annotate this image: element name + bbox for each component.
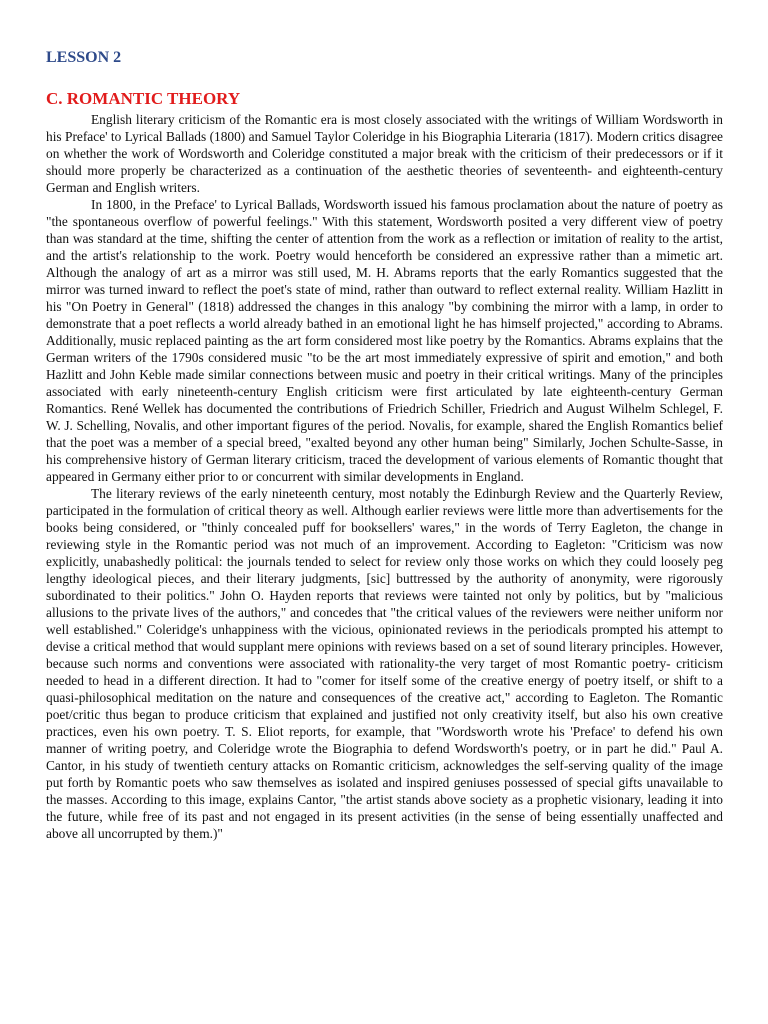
paragraph-literary-reviews: The literary reviews of the early nineteenth century, most notably the Edinburgh Review and the Quarterly Review, participated in the formulation of critical theory as well. Although earlier reviews were little more than advertisements for the books being considered, or "thinly concealed puff for booksellers' wares," in the words of Terry Eagleton, the change in reviewing style in the Romantic period was not much of an improvement. According to Eagleton: "Criticism was now explicitly, unabashedly political: the journals tended to select for review only those works on which they could loosely peg lengthy ideological pieces, and their literary judgments, [sic] buttressed by the authority of anonymity, were rigorously subordinated to their politics." John O. Hayden reports that reviews were tainted not only by politics, but by "malicious allusions to the private lives of the authors," and concedes that "the critical values of the reviewers were neither uniform nor well established." Coleridge's unhappiness with the vicious, opinionated reviews in the periodicals prompted his attempt to devise a critical method that would supplant mere opinions with reviews based on a set of sound literary principles. However, because such norms and conventions were associated with rationality-the very target of most Romantic poetry- criticism needed to head in a different direction. It had to "comer for itself some of the creative energy of poetry itself, or shift to a quasi-philosophical meditation on the nature and consequences of the creative act," according to Eagleton. The Romantic poet/critic thus began to produce criticism that explained and justified not only creativity itself, but also his own creative practices, even his own poetry. T. S. Eliot reports, for example, that "Wordsworth wrote his 'Preface' to defend his own manner of writing poetry, and Coleridge wrote the Biographia to defend Wordsworth's poetry, or in part he did." Paul A. Cantor, in his study of twentieth century attacks on Romantic criticism, acknowledges the self-serving quality of the image put forth by Romantic poets who saw themselves as isolated and inspired geniuses possessed of special gifts unavailable to the masses. According to this image, explains Cantor, "the artist stands above society as a prophetic visionary, leading it into the future, while free of its past and not engaged in its present activities (in the sense of being essentially unaffected and above all uncorrupted by them.)": [46, 486, 723, 841]
section-title: C. ROMANTIC THEORY: [46, 89, 241, 108]
paragraph-intro: English literary criticism of the Romantic era is most closely associated with the writings of William Wordsworth in his Preface' to Lyrical Ballads (1800) and Samuel Taylor Coleridge in his Biographia Literaria (1817). Modern critics disagree on whether the work of Wordsworth and Coleridge constituted a major break with the criticism of their predecessors or if it should more properly be characterized as a continuation of the aesthetic theories of seventeenth- and eighteenth-century German and English writers.: [46, 112, 723, 195]
paragraph-wordsworth-preface: In 1800, in the Preface' to Lyrical Ballads, Wordsworth issued his famous proclamation about the nature of poetry as "the spontaneous overflow of powerful feelings." With this statement, Wordsworth posited a very different view of poetry than was standard at the time, shifting the center of attention from the work as a reflection or imitation of reality to the artist, and the artist's relationship to the work. Poetry would henceforth be considered an expressive rather than a mimetic art. Although the analogy of art as a mirror was still used, M. H. Abrams reports that the early Romantics suggested that the mirror was turned inward to reflect the poet's state of mind, rather than outward to reflect external reality. William Hazlitt in his "On Poetry in General" (1818) addressed the changes in this analogy "by combining the mirror with a lamp, in order to demonstrate that a poet reflects a world already bathed in an emotional light he has himself projected," according to Abrams. Additionally, music replaced painting as the art form considered most like poetry by the Romantics. Abrams explains that the German writers of the 1790s considered music "to be the art most immediately expressive of spirit and emotion," and both Hazlitt and John Keble made similar connections between music and poetry in their critical writings. Many of the principles associated with early nineteenth-century English criticism were first articulated by late eighteenth-century German Romantics. René Wellek has documented the contributions of Friedrich Schiller, Friedrich and August Wilhelm Schlegel, F. W. J. Schelling, Novalis, and other important figures of the period. Novalis, for example, shared the English Romantics belief that the poet was a member of a special breed, "exalted beyond any other human being" Similarly, Jochen Schulte-Sasse, in his comprehensive history of German literary criticism, traced the development of various elements of Romantic thought that appeared in Germany either prior to or concurrent with similar developments in England.: [46, 197, 723, 484]
body-text: [46, 111, 723, 842]
lesson-heading: LESSON 2: [46, 49, 122, 66]
